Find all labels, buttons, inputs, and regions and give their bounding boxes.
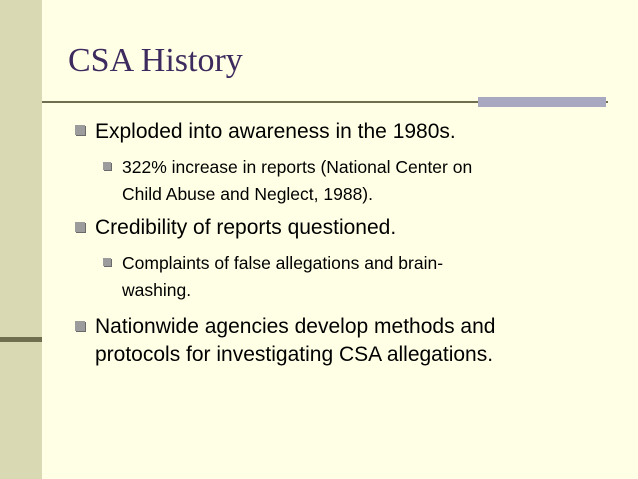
bullet-text-level2: washing.	[122, 280, 192, 300]
square-bullet-icon	[75, 125, 85, 135]
square-bullet-icon	[75, 321, 85, 331]
square-bullet-icon	[103, 258, 111, 266]
bullet-text-level2: Child Abuse and Neglect, 1988).	[122, 184, 373, 204]
bullet-text-level1: Exploded into awareness in the 1980s.	[95, 120, 456, 143]
bullet-text-level1: Credibility of reports questioned.	[95, 216, 397, 239]
square-bullet-icon	[103, 162, 111, 170]
bullet-text-level2: Complaints of false allegations and brain-	[122, 253, 444, 273]
bullet-text-level1: Nationwide agencies develop methods and	[95, 315, 496, 338]
square-bullet-icon	[75, 222, 85, 232]
bullet-text-level1: protocols for investigating CSA allegations.	[95, 343, 494, 366]
slide-title: CSA History	[68, 42, 243, 79]
bullet-text-level2: 322% increase in reports (National Center on	[122, 157, 473, 177]
